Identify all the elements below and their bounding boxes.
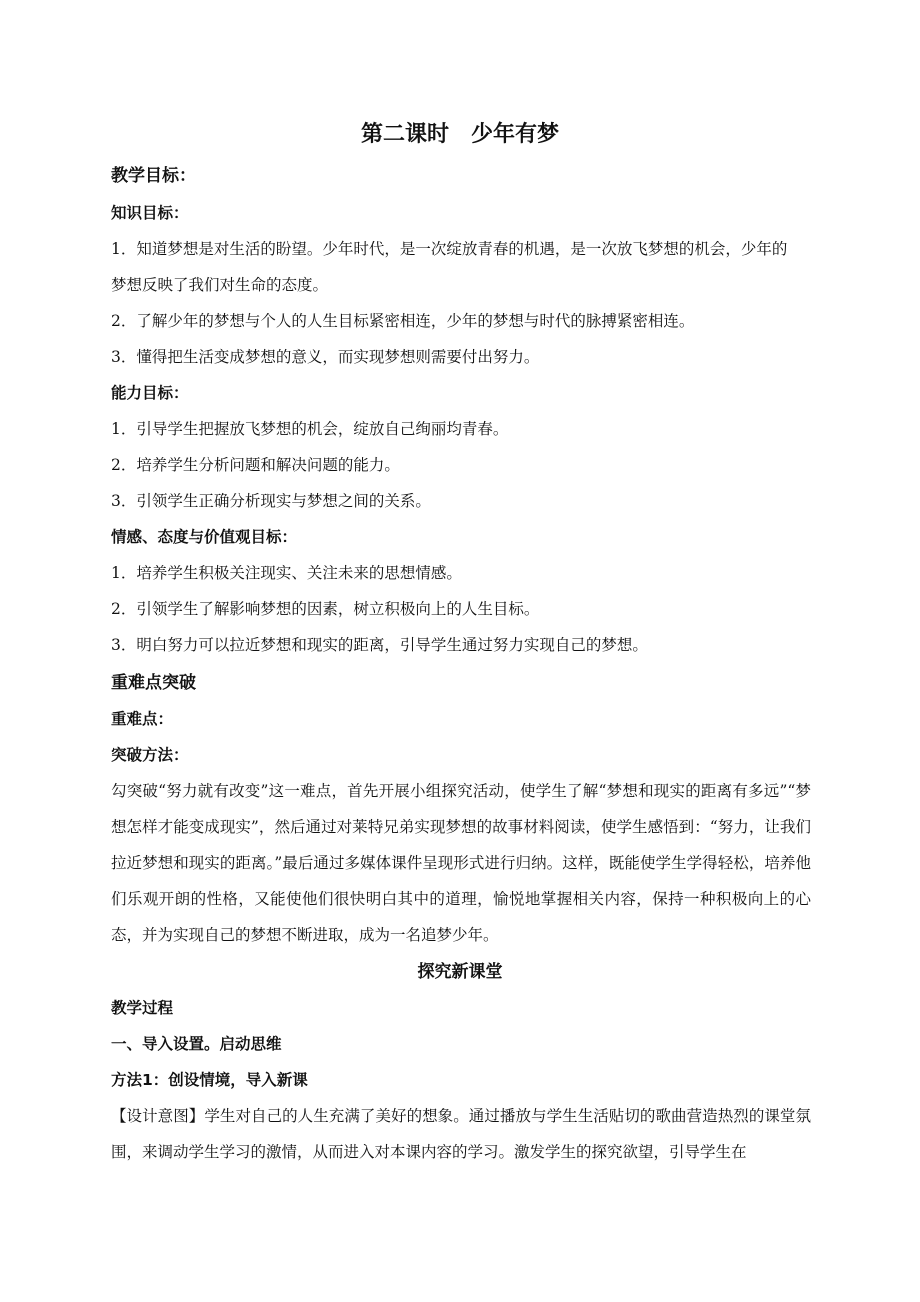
method-paragraph: 勾突破“努力就有改变”这一难点，首先开展小组探究活动，使学生了解“梦想和现实的距离有多远”“梦想怎样才能变成现实”，然后通过对莱特兄弟实现梦想的故事材料阅读，使学生感悟到：“努力，让我们拉近梦想和现实的距离。”最后通过多媒体课件呈现形式进行归纳。这样，既能使学生学得轻松，培养他们乐观开朗的性格，又能使他们很快明白其中的道理，愉悦地掌握相关内容，保持一种积极向上的心态，并为实现自己的梦想不断进取，成为一名追梦少年。 xyxy=(111,782,811,944)
lesson-title: 第二课时 少年有梦 xyxy=(360,122,559,147)
ability-item-2: 2．培养学生分析问题和解决问题的能力。 xyxy=(111,456,400,474)
process-heading: 教学过程 xyxy=(111,999,174,1017)
emotion-item-2: 2．引领学生了解影响梦想的因素，树立积极向上的人生目标。 xyxy=(111,600,540,618)
knowledge-item-1-line-1: 1．知道梦想是对生活的盼望。少年时代，是一次绽放青春的机遇，是一次放飞梦想的机会，少年的 xyxy=(111,240,788,258)
design-intent-paragraph: 【设计意图】学生对自己的人生充满了美好的想象。通过播放与学生生活贴切的歌曲营造热烈的课堂氛围，来调动学生学习的激情，从而进入对本课内容的学习。激发学生的探究欲望，引导学生在 xyxy=(111,1107,811,1161)
knowledge-item-1-line-2: 梦想反映了我们对生命的态度。 xyxy=(111,276,329,294)
method-1-heading: 方法1：创设情境，导入新课 xyxy=(111,1071,308,1089)
ability-item-1: 1．引导学生把握放飞梦想的机会，绽放自己绚丽均青春。 xyxy=(111,420,509,438)
ability-goals-heading: 能力目标： xyxy=(111,384,189,402)
emotion-item-3: 3．明白努力可以拉近梦想和现实的距离，引导学生通过努力实现自己的梦想。 xyxy=(111,636,648,654)
section-title: 探究新课堂 xyxy=(417,962,503,982)
difficulty-label: 重难点： xyxy=(111,710,174,728)
knowledge-item-2: 2．了解少年的梦想与个人的人生目标紧密相连，少年的梦想与时代的脉搏紧密相连。 xyxy=(111,312,695,330)
teaching-goals-heading: 教学目标： xyxy=(111,166,196,186)
method-label: 突破方法： xyxy=(111,746,189,764)
key-points-heading: 重难点突破 xyxy=(111,673,196,693)
knowledge-goals-heading: 知识目标： xyxy=(111,204,189,222)
emotion-goals-heading: 情感、态度与价值观目标： xyxy=(111,528,298,546)
knowledge-item-3: 3．懂得把生活变成梦想的意义，而实现梦想则需要付出努力。 xyxy=(111,348,540,366)
emotion-item-1: 1．培养学生积极关注现实、关注未来的思想情感。 xyxy=(111,564,462,582)
step-1-heading: 一、导入设置。启动思维 xyxy=(111,1035,282,1053)
ability-item-3: 3．引领学生正确分析现实与梦想之间的关系。 xyxy=(111,492,431,510)
